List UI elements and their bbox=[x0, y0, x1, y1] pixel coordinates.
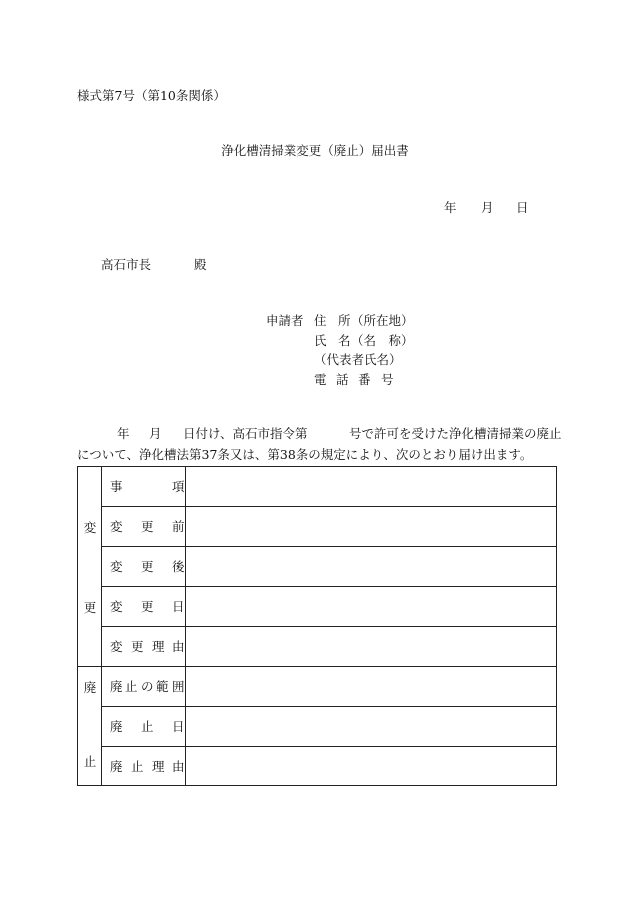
date-year-label: 年 bbox=[444, 200, 457, 215]
phone-char-3: 番 bbox=[358, 372, 371, 387]
representative-label: （代表者氏名） bbox=[314, 352, 402, 367]
row-label-abolition-scope: 廃 止 の 範 囲 bbox=[110, 679, 185, 694]
row-label-before-change: 変 更 前 bbox=[110, 519, 185, 534]
row-label-abolition-reason: 廃 止 理 由 bbox=[110, 759, 185, 774]
row-value-change-date[interactable] bbox=[186, 587, 556, 626]
phone-char-2: 話 bbox=[336, 372, 349, 387]
category-abolish-char-2: 止 bbox=[83, 754, 97, 769]
body-month: 月 bbox=[149, 426, 162, 441]
row-label-abolition-date: 廃 止 日 bbox=[110, 719, 185, 734]
row-value-before-change[interactable] bbox=[186, 507, 556, 546]
date-month-label: 月 bbox=[481, 200, 494, 215]
body-text-1: 日付け、高石市指令第 bbox=[183, 426, 308, 441]
row-label-change-reason: 変 更 理 由 bbox=[110, 639, 185, 654]
row-label-after-change: 変 更 後 bbox=[110, 559, 185, 574]
address-note: （所在地） bbox=[351, 313, 414, 328]
body-text-2: 号で許可を受けた浄化槽清掃業の廃止 bbox=[349, 426, 562, 441]
row-label-item: 事 項 bbox=[110, 479, 185, 494]
row-value-change-reason[interactable] bbox=[186, 627, 556, 666]
phone-char-4: 号 bbox=[381, 372, 394, 387]
phone-char-1: 電 bbox=[314, 372, 327, 387]
row-value-item[interactable] bbox=[186, 467, 556, 506]
category-abolish-char-1: 廃 bbox=[83, 680, 97, 695]
row-value-abolition-reason[interactable] bbox=[186, 747, 556, 786]
addressee-suffix: 殿 bbox=[194, 257, 207, 272]
date-day-label: 日 bbox=[516, 200, 529, 215]
name-char-2: 名 bbox=[338, 333, 351, 348]
row-value-abolition-scope[interactable] bbox=[186, 667, 556, 706]
row-value-abolition-date[interactable] bbox=[186, 707, 556, 746]
address-char-1: 住 bbox=[314, 313, 327, 328]
category-change-char-1: 変 bbox=[83, 520, 97, 535]
form-number: 様式第7号（第10条関係） bbox=[77, 88, 226, 103]
addressee-name: 高石市長 bbox=[101, 257, 152, 272]
body-year: 年 bbox=[117, 426, 130, 441]
address-char-2: 所 bbox=[338, 313, 351, 328]
category-change-char-2: 更 bbox=[83, 600, 97, 615]
applicant-role: 申請者 bbox=[266, 313, 304, 328]
row-label-change-date: 変 更 日 bbox=[110, 599, 185, 614]
change-abolition-table bbox=[77, 466, 557, 786]
body-text-line-2: について、浄化槽法第37条又は、第38条の規定により、次のとおり届け出ます。 bbox=[77, 447, 533, 462]
document-title: 浄化槽清掃業変更（廃止）届出書 bbox=[221, 143, 409, 158]
name-note: （名 称） bbox=[351, 333, 414, 348]
row-value-after-change[interactable] bbox=[186, 547, 556, 586]
name-char-1: 氏 bbox=[314, 333, 327, 348]
